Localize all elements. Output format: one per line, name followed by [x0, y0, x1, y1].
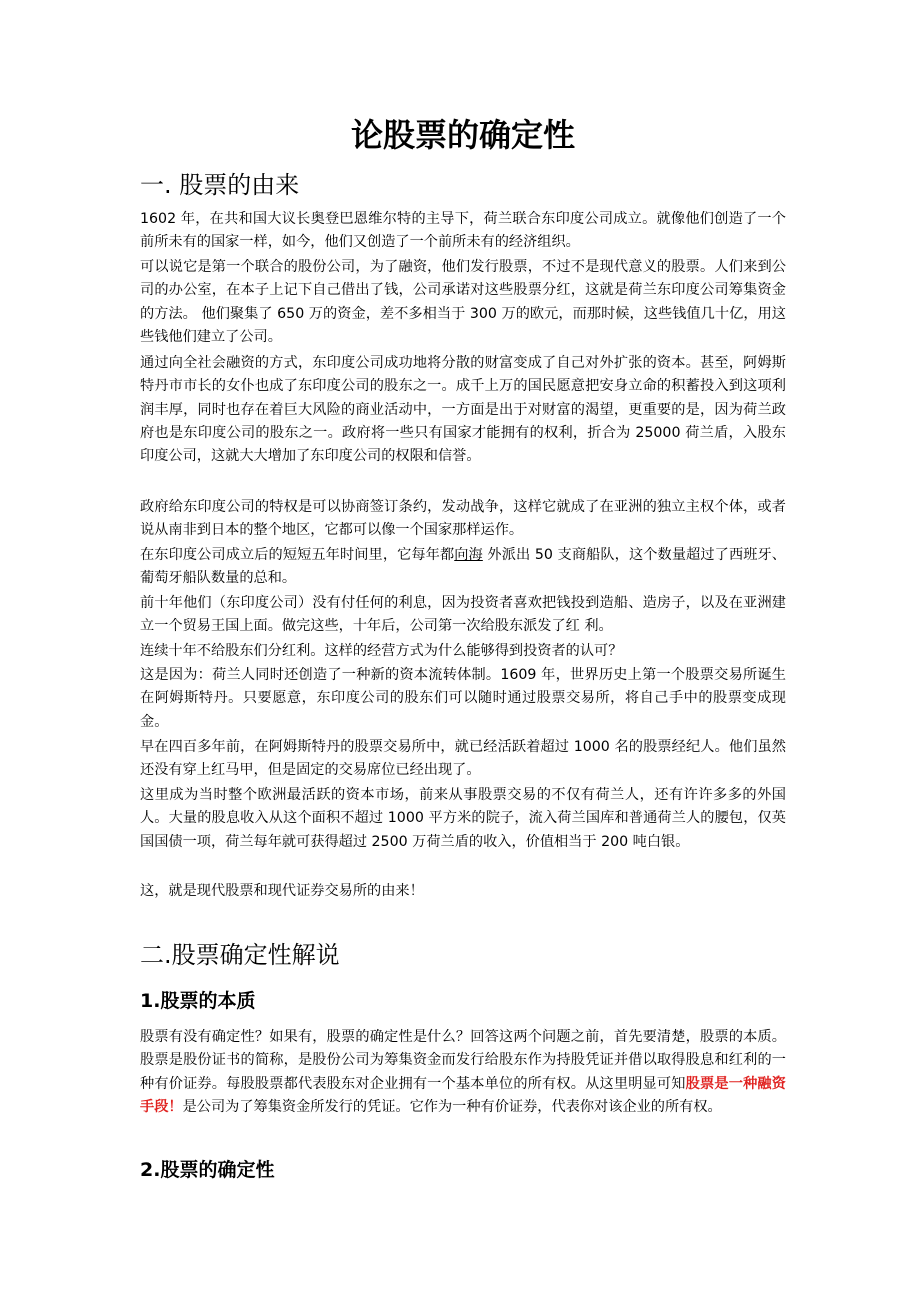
- paragraph: 1602 年，在共和国大议长奥登巴恩维尔特的主导下，荷兰联合东印度公司成立。就像他们创造了一个前所未有的国家一样，如今，他们又创造了一个前所未有的经济组织。: [140, 211, 786, 251]
- paragraph: 政府给东印度公司的特权是可以协商签订条约，发动战争，这样它就成了在亚洲的独立主权个体，或者说从南非到日本的整个地区，它都可以像一个国家那样运作。: [140, 499, 786, 539]
- text-segment: 外派出 50 支商船队，这个数量超过了西班牙、葡萄牙船队数量的总和。: [140, 547, 786, 587]
- paragraph: 连续十年不给股东们分红利。这样的经营方式为什么能够得到投资者的认可？: [140, 643, 623, 659]
- subsection-heading: 2.股票的确定性: [140, 1159, 275, 1181]
- paragraph: [140, 544, 786, 590]
- paragraph: [140, 1026, 786, 1143]
- paragraph: 前十年他们（东印度公司）没有付任何的利息，因为投资者喜欢把钱投到造船、造房子，以及在亚洲建立一个贸易王国上面。做完这些，十年后，公司第一次给股东派发了红 利。: [140, 595, 786, 635]
- section2-heading: 二.股票确定性解说: [140, 941, 340, 969]
- text-segment: 股票有没有确定性？如果有，股票的确定性是什么？回答这两个问题之前，首先要清楚，股票的本质。股票是股份证书的简称，是股份公司为筹集资金而发行给股东作为持股凭证并借以取得股息和红利的一种有价证券。每股股票都代表股东对企业拥有一个基本单位的所有权。从这里明显可知: [140, 1029, 786, 1092]
- paragraph: 早在四百多年前，在阿姆斯特丹的股票交易所中，就已经活跃着超过 1000 名的股票经纪人。他们虽然还没有穿上红马甲，但是固定的交易席位已经出现了。: [140, 739, 786, 779]
- page-title: 论股票的确定性: [350, 116, 575, 154]
- section1-heading: 一. 股票的由来: [140, 171, 300, 199]
- subsection-heading: 1.股票的本质: [140, 990, 256, 1012]
- highlighted-text: 股票是一种融资手段！: [140, 1075, 786, 1115]
- text-segment: 在东印度公司成立后的短短五年时间里，它每年都: [140, 547, 455, 563]
- hyperlink[interactable]: 向海: [454, 547, 483, 563]
- text-segment: 是公司为了筹集资金所发行的凭证。它作为一种有价证券，代表你对该企业的所有权。: [182, 1098, 722, 1115]
- paragraph: 这里成为当时整个欧洲最活跃的资本市场，前来从事股票交易的不仅有荷兰人，还有许许多多的外国人。大量的股息收入从这个面积不超过 1000 平方米的院子，流入荷兰国库和普通荷兰人的腰包，仅英国国债一项，荷兰每年就可获得超过 2500 万荷兰盾的收入，价值相当于 200 吨白银。: [140, 787, 786, 850]
- paragraph: 这是因为：荷兰人同时还创造了一种新的资本流转体制。1609 年，世界历史上第一个股票交易所诞生在阿姆斯特丹。只要愿意，东印度公司的股东们可以随时通过股票交易所，将自己手中的股票变成现金。: [140, 667, 786, 730]
- paragraph: 通过向全社会融资的方式，东印度公司成功地将分散的财富变成了自己对外扩张的资本。甚至，阿姆斯特丹市市长的女仆也成了东印度公司的股东之一。成千上万的国民愿意把安身立命的积蓄投入到这项利润丰厚，同时也存在着巨大风险的商业活动中，一方面是出于对财富的渴望，更重要的是，因为荷兰政府也是东印度公司的股东之一。政府将一些只有国家才能拥有的权利，折合为 25000 荷兰盾，入股东印度公司，这就大大增加了东印度公司的权限和信誉。: [140, 355, 786, 465]
- paragraph: 可以说它是第一个联合的股份公司，为了融资，他们发行股票，不过不是现代意义的股票。人们来到公司的办公室，在本子上记下自己借出了钱，公司承诺对这些股票分红，这就是荷兰东印度公司筹集资金的方法。 他们聚集了 650 万的资金，差不多相当于 300 万的欧元，而那时候，这些钱值几十亿，用这些钱他们建立了公司。: [140, 259, 786, 345]
- paragraph: 这，就是现代股票和现代证券交易所的由来！: [140, 883, 424, 899]
